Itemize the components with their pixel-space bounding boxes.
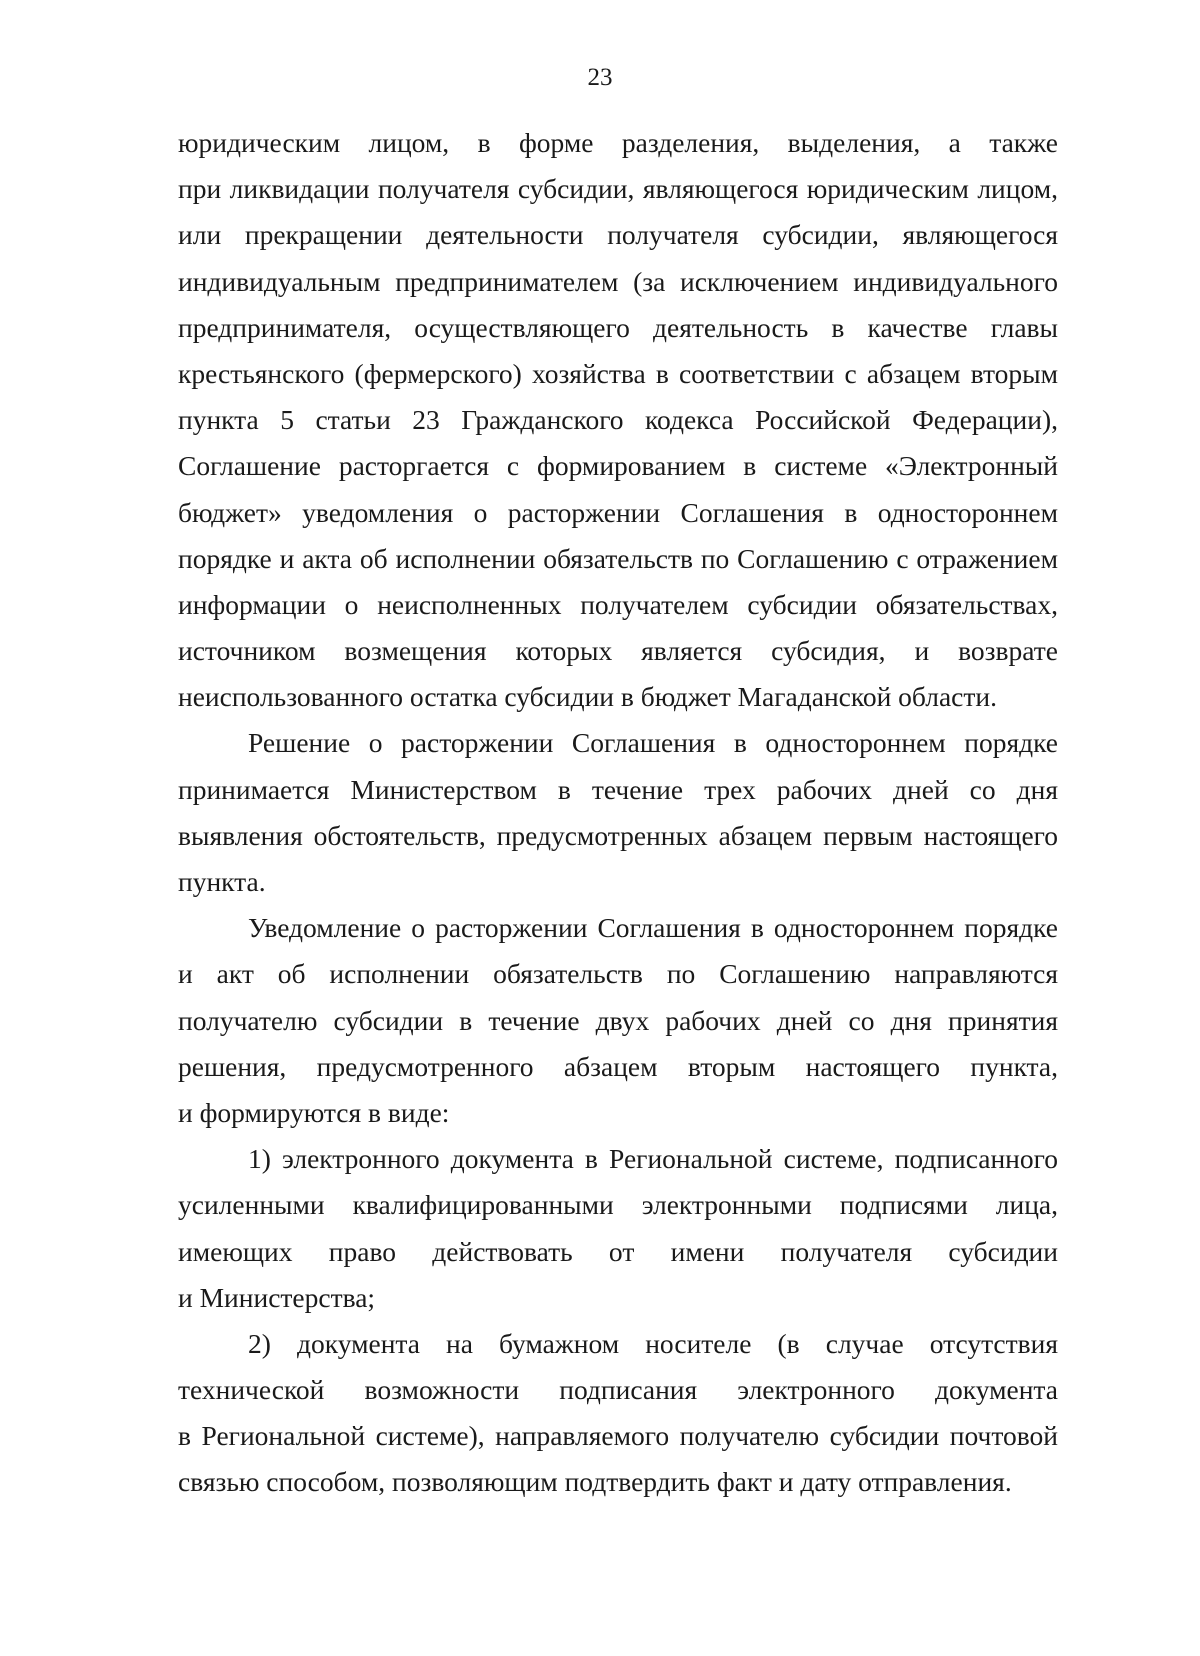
text-line: в Региональной системе), направляемого получателю субсидии почтовой [178,1420,1058,1452]
document-body [178,120,1058,1506]
text-line: предпринимателя, осуществляющего деятельность в качестве главы [178,311,1058,343]
text-line: бюджет» уведомления о расторжении Соглашения в одностороннем [178,496,1058,528]
paragraph [178,120,1058,720]
text-line: индивидуальным предпринимателем (за исключением индивидуального [178,265,1058,297]
text-line: при ликвидации получателя субсидии, являющегося юридическим лицом, [178,173,1058,205]
paragraph [178,1321,1058,1506]
text-line: получателю субсидии в течение двух рабочих дней со дня принятия [178,1004,1058,1036]
text-line: имеющих право действовать от имени получателя субсидии [178,1235,1058,1267]
text-line: 1) электронного документа в Региональной системе, подписанного [248,1143,1058,1175]
text-line: и акт об исполнении обязательств по Соглашению направляются [178,958,1058,990]
text-line: пункта 5 статьи 23 Гражданского кодекса Российской Федерации), [178,404,1058,436]
text-line: или прекращении деятельности получателя субсидии, являющегося [178,219,1058,251]
text-line: Соглашение расторгается с формированием в системе «Электронный [178,450,1058,482]
text-line: порядке и акта об исполнении обязательств по Соглашению с отражением [178,542,1058,574]
text-line: выявления обстоятельств, предусмотренных абзацем первым настоящего [178,819,1058,851]
paragraph [178,720,1058,905]
text-line: информации о неисполненных получателем субсидии обязательствах, [178,588,1058,620]
page-number: 23 [587,64,613,91]
text-line: неиспользованного остатка субсидии в бюджет Магаданской области. [178,681,997,713]
text-line: источником возмещения которых является субсидия, и возврате [178,635,1058,667]
text-line: пункта. [178,866,266,897]
text-line: решения, предусмотренного абзацем вторым настоящего пункта, [178,1050,1058,1082]
text-line: и Министерства; [178,1281,376,1313]
text-line: принимается Министерством в течение трех рабочих дней со дня [178,773,1058,805]
text-line: связью способом, позволяющим подтвердить факт и дату отправления. [178,1466,1012,1498]
paragraph [178,905,1058,1136]
text-line: юридическим лицом, в форме разделения, выделения, а также [178,127,1058,158]
text-line: 2) документа на бумажном носителе (в случае отсутствия [248,1327,1058,1359]
paragraph [178,1136,1058,1321]
text-line: крестьянского (фермерского) хозяйства в соответствии с абзацем вторым [178,357,1058,389]
text-line: Решение о расторжении Соглашения в одностороннем порядке [248,727,1058,759]
text-line: Уведомление о расторжении Соглашения в одностороннем порядке [248,912,1058,944]
text-line: и формируются в виде: [178,1096,450,1128]
text-line: технической возможности подписания электронного документа [178,1374,1058,1406]
text-line: усиленными квалифицированными электронными подписями лица, [178,1189,1058,1221]
